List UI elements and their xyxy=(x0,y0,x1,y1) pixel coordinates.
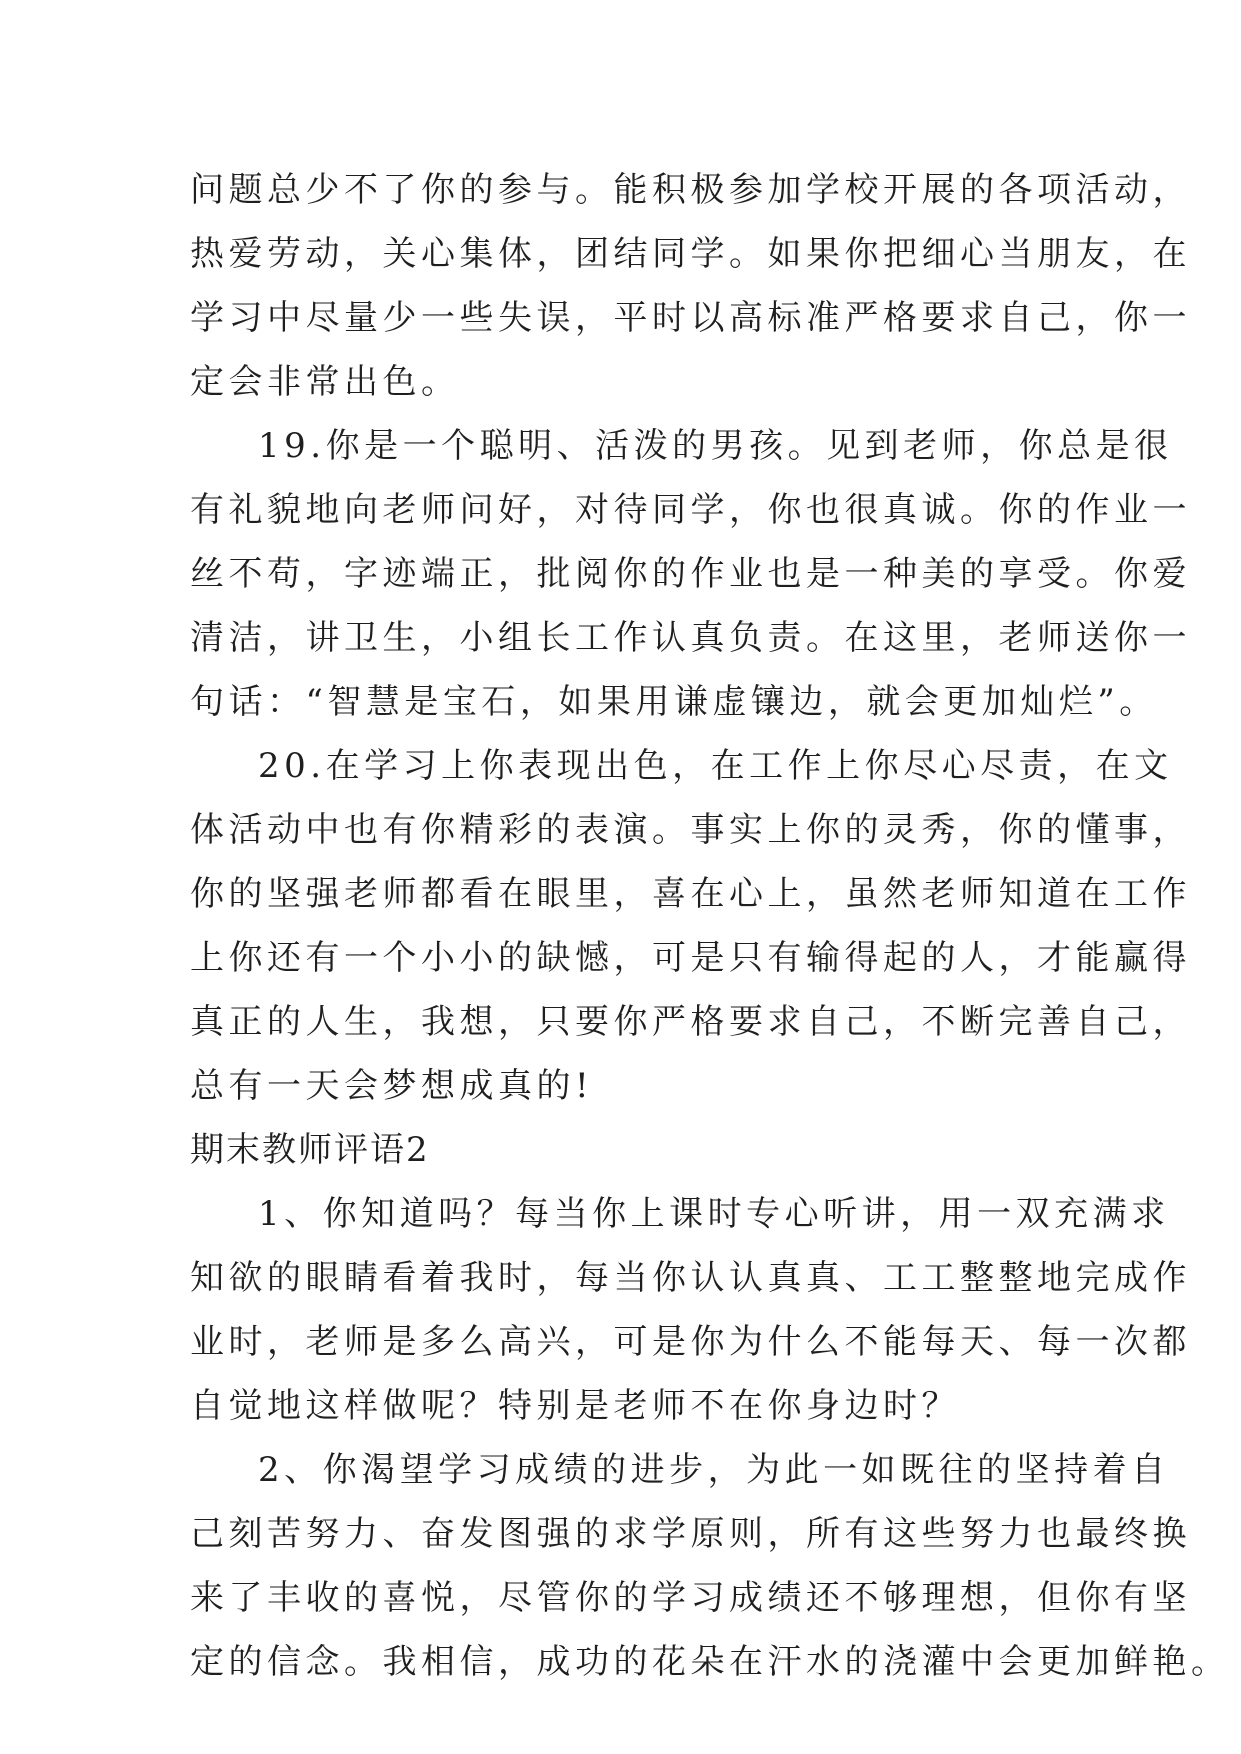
text-line: 有礼貌地向老师问好，对待同学，你也很真诚。你的作业一 xyxy=(190,490,1191,530)
document-page xyxy=(190,158,1230,1694)
section-heading: 期末教师评语2 xyxy=(190,1130,430,1170)
text-line: 问题总少不了你的参与。能积极参加学校开展的各项活动， xyxy=(190,170,1191,210)
paragraph-start-line: 19.你是一个聪明、活泼的男孩。见到老师，你总是很 xyxy=(258,426,1173,466)
text-line: 总有一天会梦想成真的! xyxy=(190,1066,594,1106)
text-line: 定会非常出色。 xyxy=(190,362,460,402)
text-line: 丝不苟，字迹端正，批阅你的作业也是一种美的享受。你爱 xyxy=(190,554,1191,594)
paragraph-start-line: 20.在学习上你表现出色，在工作上你尽心尽责，在文 xyxy=(258,746,1173,786)
text-line: 学习中尽量少一些失误，平时以高标准严格要求自己，你一 xyxy=(190,298,1191,338)
text-line: 句话：“智慧是宝石，如果用谦虚镶边，就会更加灿烂”。 xyxy=(190,682,1158,722)
text-line: 定的信念。我相信，成功的花朵在汗水的浇灌中会更加鲜艳。 xyxy=(190,1642,1230,1682)
text-line: 上你还有一个小小的缺憾，可是只有输得起的人，才能赢得 xyxy=(190,938,1191,978)
text-line: 热爱劳动，关心集体，团结同学。如果你把细心当朋友，在 xyxy=(190,234,1191,274)
text-line: 知欲的眼睛看着我时，每当你认认真真、工工整整地完成作 xyxy=(190,1258,1191,1298)
paragraph-start-line: 1、你知道吗？每当你上课时专心听讲，用一双充满求 xyxy=(258,1194,1170,1234)
text-line: 己刻苦努力、奋发图强的求学原则，所有这些努力也最终换 xyxy=(190,1514,1191,1554)
text-line: 真正的人生，我想，只要你严格要求自己，不断完善自己， xyxy=(190,1002,1191,1042)
paragraph-start-line: 2、你渴望学习成绩的进步，为此一如既往的坚持着自 xyxy=(258,1450,1170,1490)
text-line: 来了丰收的喜悦，尽管你的学习成绩还不够理想，但你有坚 xyxy=(190,1578,1191,1618)
text-line: 你的坚强老师都看在眼里，喜在心上，虽然老师知道在工作 xyxy=(190,874,1191,914)
text-line: 自觉地这样做呢？特别是老师不在你身边时？ xyxy=(190,1386,960,1426)
text-line: 清洁，讲卫生，小组长工作认真负责。在这里，老师送你一 xyxy=(190,618,1191,658)
text-line: 体活动中也有你精彩的表演。事实上你的灵秀，你的懂事， xyxy=(190,810,1191,850)
text-line: 业时，老师是多么高兴，可是你为什么不能每天、每一次都 xyxy=(190,1322,1191,1362)
